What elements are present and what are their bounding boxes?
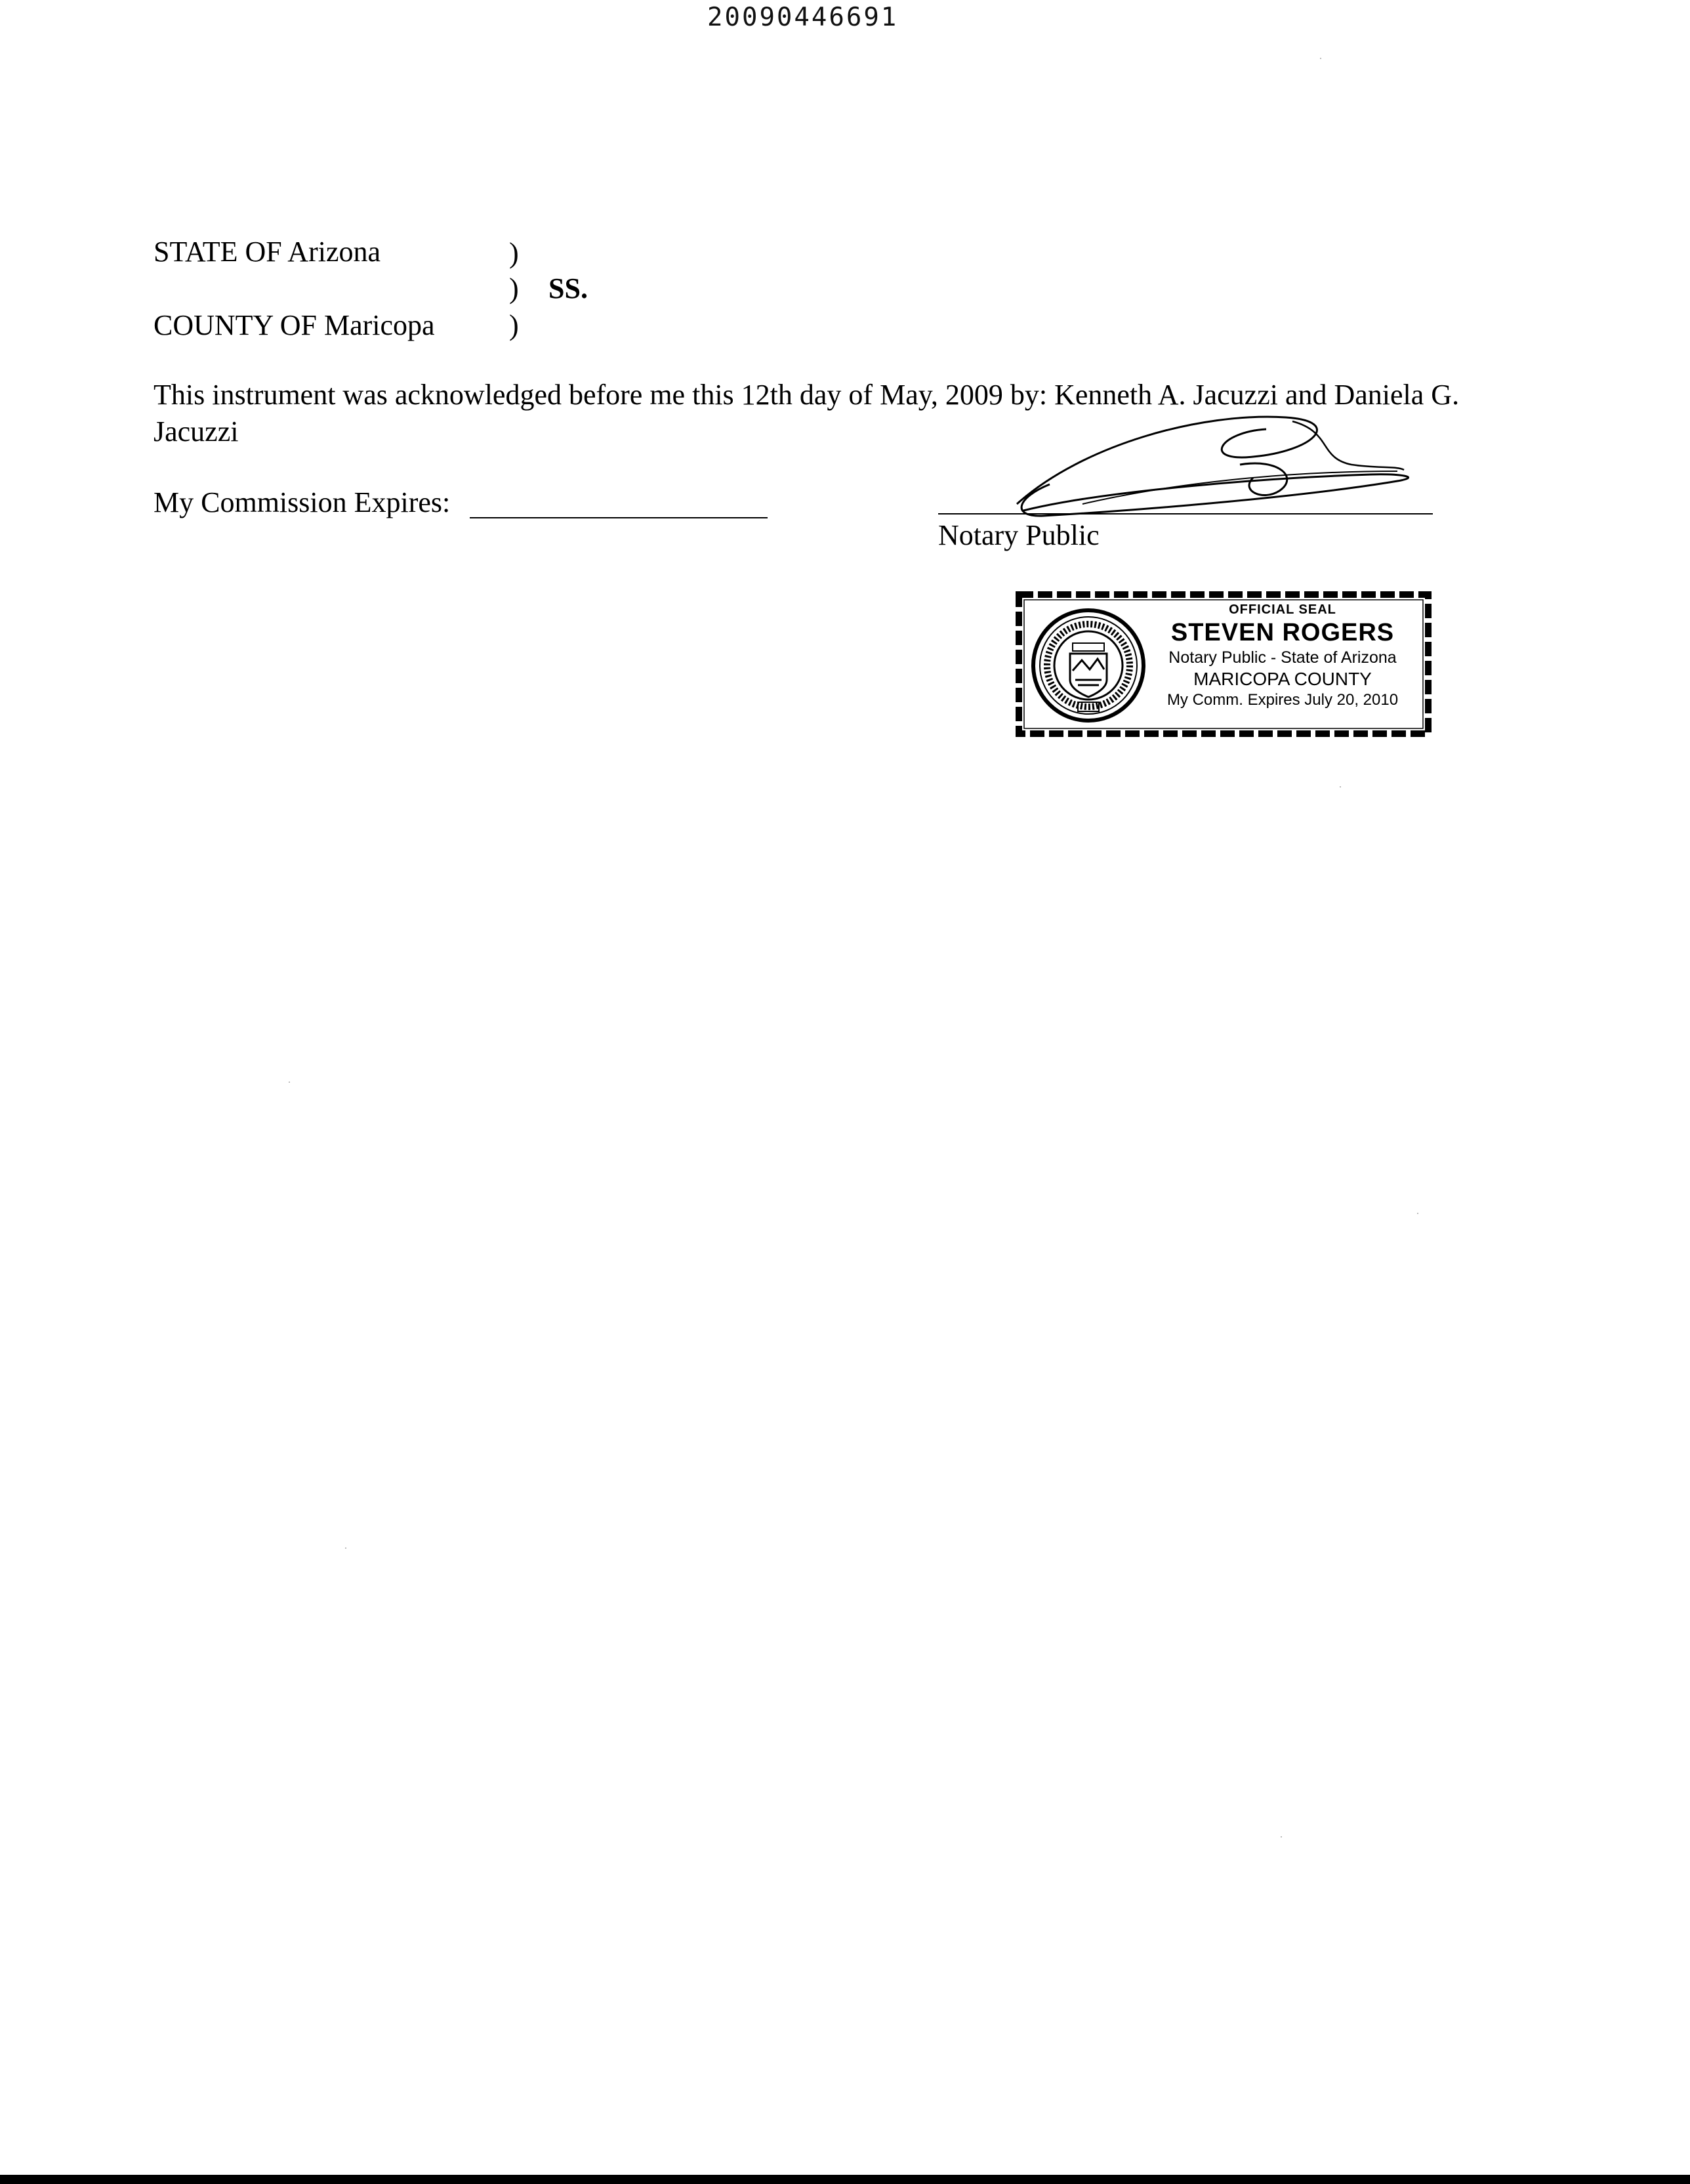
notary-signature <box>1004 406 1430 524</box>
document-number: 20090446691 <box>707 3 899 32</box>
official-seal-stamp <box>1014 589 1433 742</box>
county-line: COUNTY OF Maricopa <box>154 309 435 341</box>
seal-official-seal-label: OFFICIAL SEAL <box>1229 602 1336 617</box>
commission-expires-line <box>470 517 768 518</box>
venue-paren-3: ) <box>509 309 519 341</box>
seal-county: MARICOPA COUNTY <box>1193 669 1372 689</box>
scan-speck <box>1281 1836 1282 1838</box>
scan-speck <box>1417 1213 1418 1214</box>
acknowledgment-line-1: This instrument was acknowledged before me this 12th day of May, 2009 by: Kenneth A. Jacuzzi and Daniela G. <box>154 379 1460 411</box>
seal-text-block <box>1145 602 1420 709</box>
seal-commission-expiry: My Comm. Expires July 20, 2010 <box>1166 691 1399 709</box>
arizona-state-seal-emblem <box>1029 606 1147 724</box>
seal-notary-title: Notary Public - State of Arizona <box>1168 648 1397 667</box>
state-line: STATE OF Arizona <box>154 236 381 268</box>
scan-speck <box>1320 58 1321 59</box>
venue-paren-2: ) <box>509 272 519 304</box>
scan-speck <box>289 1082 290 1083</box>
scan-bottom-edge <box>0 2175 1690 2184</box>
seal-notary-name: STEVEN ROGERS <box>1170 619 1395 646</box>
notary-public-label: Notary Public <box>938 519 1100 551</box>
scan-speck <box>345 1547 346 1549</box>
commission-expires-label: My Commission Expires: <box>154 486 451 518</box>
scan-speck <box>1340 786 1341 788</box>
acknowledgment-line-2: Jacuzzi <box>154 415 239 448</box>
venue-paren-1: ) <box>509 237 519 269</box>
ss-label: SS. <box>548 272 588 304</box>
